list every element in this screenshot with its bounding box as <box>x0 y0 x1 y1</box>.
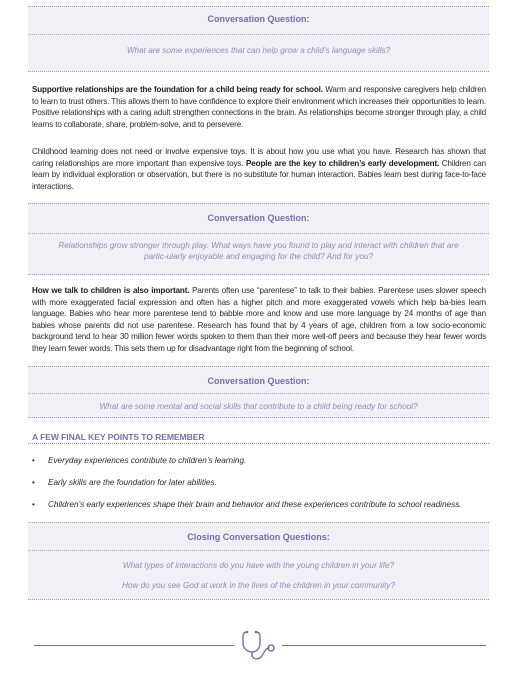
paragraph-childhood-learning <box>32 146 486 192</box>
box-question: What types of interactions do you have with the young children in your life? <box>122 561 395 570</box>
bullet-icon: • <box>32 500 35 509</box>
box-heading: Closing Conversation Questions: <box>187 532 330 542</box>
conversation-question-box <box>28 203 489 275</box>
footer-rule-right <box>282 645 486 646</box>
paragraph-emphasis: People are the key to children’s early development. <box>246 158 440 168</box>
key-point-text: Everyday experiences contribute to children’s learning. <box>48 456 247 465</box>
paragraph-lead: How we talk to children is also important. <box>32 286 190 295</box>
key-point-item <box>32 500 486 509</box>
key-points-divider <box>28 443 489 444</box>
key-point-text: Children’s early experiences shape their brain and behavior and these experiences contribute to school readiness. <box>48 500 462 509</box>
conversation-question-box <box>28 6 489 72</box>
closing-questions-box <box>28 522 489 600</box>
conversation-question-box <box>28 366 489 418</box>
bullet-icon: • <box>32 478 35 487</box>
key-point-text: Early skills are the foundation for later abilities. <box>48 478 217 487</box>
box-question: What are some experiences that can help grow a child’s language skills? <box>126 46 391 55</box>
footer-rule-left <box>34 645 234 646</box>
paragraph-body: Warm and responsive caregivers help children to learn to trust others. This allows them to have confidence to explore their environment which increases their opportunities to learn. Positive relationships with a caring adult strengthen connections in the brain. As relationships become stronger through play, a child learns to collaborate, share, problem-solve, and to persevere. <box>32 85 486 129</box>
key-point-item <box>32 456 486 465</box>
paragraph-lead: Supportive relationships are the foundation for a child being ready for school. <box>32 85 323 94</box>
box-heading: Conversation Question: <box>207 14 310 24</box>
bullet-icon: • <box>32 456 35 465</box>
key-point-item <box>32 478 486 487</box>
stethoscope-icon <box>238 628 278 662</box>
paragraph-talking-to-children <box>32 285 486 354</box>
paragraph-body: Children can learn by individual exploration or observation, but there is no substitute for human interaction. Babies learn best during face-to-face interactions. <box>32 158 486 191</box>
box-heading: Conversation Question: <box>207 376 310 386</box>
box-question: How do you see God at work in the lives of the children in your community? <box>121 581 396 590</box>
box-heading: Conversation Question: <box>207 213 310 223</box>
paragraph-body: Parents often use “parentese” to talk to their babies. Parentese uses slower speech with more exaggerated facial expression and often has a higher pitch and more exaggerated vowels which help ba-bies learn language. Babies who hear more parentese tend to babble more and know and use more language by 24 months of age than babies whose parents did not use parentese. Research has found that by 4 years of age, children from a low socio-economic background tend to hear 30 million fewer words spoken to them than their more well-off peers and because they hear fewer words they learn fewer words. This sets them up for disadvantage right from the beginning of school. <box>32 286 487 353</box>
paragraph-body: Childhood learning does not need or involve expensive toys. It is about how you use what you have. Research has shown that caring relationships are more important than expensive toys. <box>32 147 486 168</box>
box-question: Relationships grow stronger through play. What ways have you found to play and interact with children that are partic-ularly enjoyable and engaging for the child? And for you? <box>58 241 459 261</box>
paragraph-supportive-relationships <box>32 84 486 130</box>
key-points-heading: A FEW FINAL KEY POINTS TO REMEMBER <box>32 432 205 442</box>
box-question: What are some mental and social skills that contribute to a child being ready for school? <box>99 402 418 411</box>
